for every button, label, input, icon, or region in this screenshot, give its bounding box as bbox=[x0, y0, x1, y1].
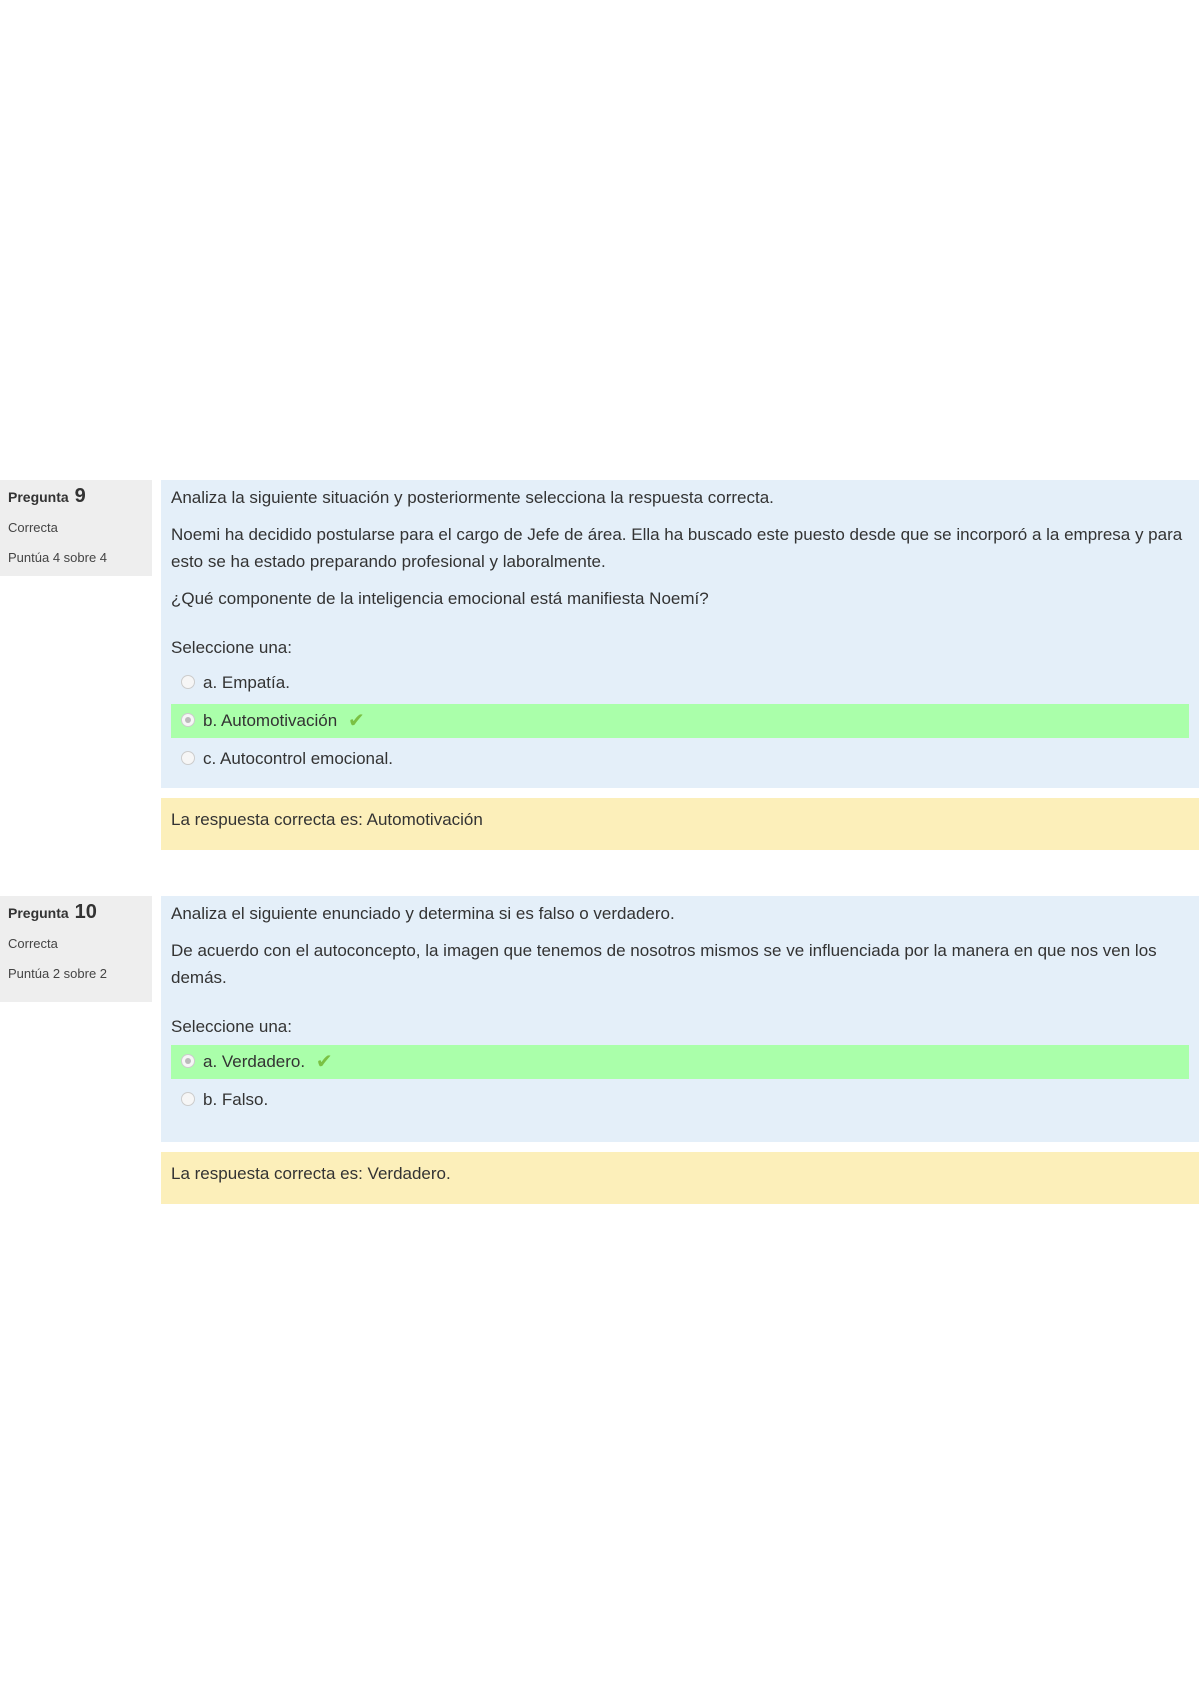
answer-label: b. Falso. bbox=[203, 1090, 269, 1109]
radio-button[interactable] bbox=[181, 675, 195, 689]
radio-button[interactable] bbox=[181, 751, 195, 765]
answer-option-b[interactable] bbox=[171, 704, 1189, 738]
correct-answer-feedback: La respuesta correcta es: Verdadero. bbox=[161, 1152, 1199, 1204]
question-intro: Analiza el siguiente enunciado y determina si es falso o verdadero. bbox=[171, 904, 675, 923]
answer-label: a. Empatía. bbox=[203, 673, 290, 692]
question-number-value: 9 bbox=[74, 485, 86, 507]
question-number-value: 10 bbox=[74, 901, 97, 923]
answer-option-a[interactable] bbox=[171, 1045, 1189, 1079]
select-prompt: Seleccione una: bbox=[171, 1017, 292, 1036]
checkmark-icon: ✔ bbox=[347, 710, 365, 732]
answer-label: c. Autocontrol emocional. bbox=[203, 749, 393, 768]
radio-button-selected[interactable] bbox=[181, 1054, 195, 1068]
answer-label: a. Verdadero. bbox=[203, 1052, 306, 1071]
question-text: ¿Qué componente de la inteligencia emocional está manifiesta Noemí? bbox=[171, 589, 709, 608]
radio-button[interactable] bbox=[181, 1092, 195, 1106]
select-prompt: Seleccione una: bbox=[171, 638, 292, 657]
question-intro: Analiza la siguiente situación y posteriormente selecciona la respuesta correcta. bbox=[171, 488, 774, 507]
question-label: Pregunta bbox=[8, 489, 69, 505]
question-number bbox=[8, 486, 152, 507]
answer-options bbox=[171, 1045, 1189, 1117]
question-info bbox=[0, 480, 152, 576]
answer-options bbox=[171, 666, 1189, 776]
question-state: Correcta bbox=[8, 520, 58, 535]
question-scenario: De acuerdo con el autoconcepto, la imagen que tenemos de nosotros mismos se ve influenciada por la manera en que nos ven los demás. bbox=[171, 941, 1157, 987]
question-label: Pregunta bbox=[8, 905, 69, 921]
question-grade: Puntúa 4 sobre 4 bbox=[8, 550, 108, 565]
question-formulation bbox=[161, 896, 1199, 1142]
question-state: Correcta bbox=[8, 936, 58, 951]
question-info bbox=[0, 896, 152, 1002]
answer-option-c[interactable] bbox=[171, 742, 1189, 776]
question-scenario: Noemi ha decidido postularse para el cargo de Jefe de área. Ella ha buscado este puesto desde que se incorporó a la empresa y para esto se ha estado preparando profesional y laboralmente. bbox=[171, 525, 1183, 571]
question-formulation bbox=[161, 480, 1199, 788]
answer-option-b[interactable] bbox=[171, 1083, 1189, 1117]
correct-answer-feedback: La respuesta correcta es: Automotivación bbox=[161, 798, 1199, 850]
radio-button-selected[interactable] bbox=[181, 713, 195, 727]
question-grade: Puntúa 2 sobre 2 bbox=[8, 966, 108, 981]
checkmark-icon: ✔ bbox=[315, 1051, 333, 1073]
question-number bbox=[8, 902, 152, 923]
answer-option-a[interactable] bbox=[171, 666, 1189, 700]
answer-label: b. Automotivación bbox=[203, 711, 338, 730]
